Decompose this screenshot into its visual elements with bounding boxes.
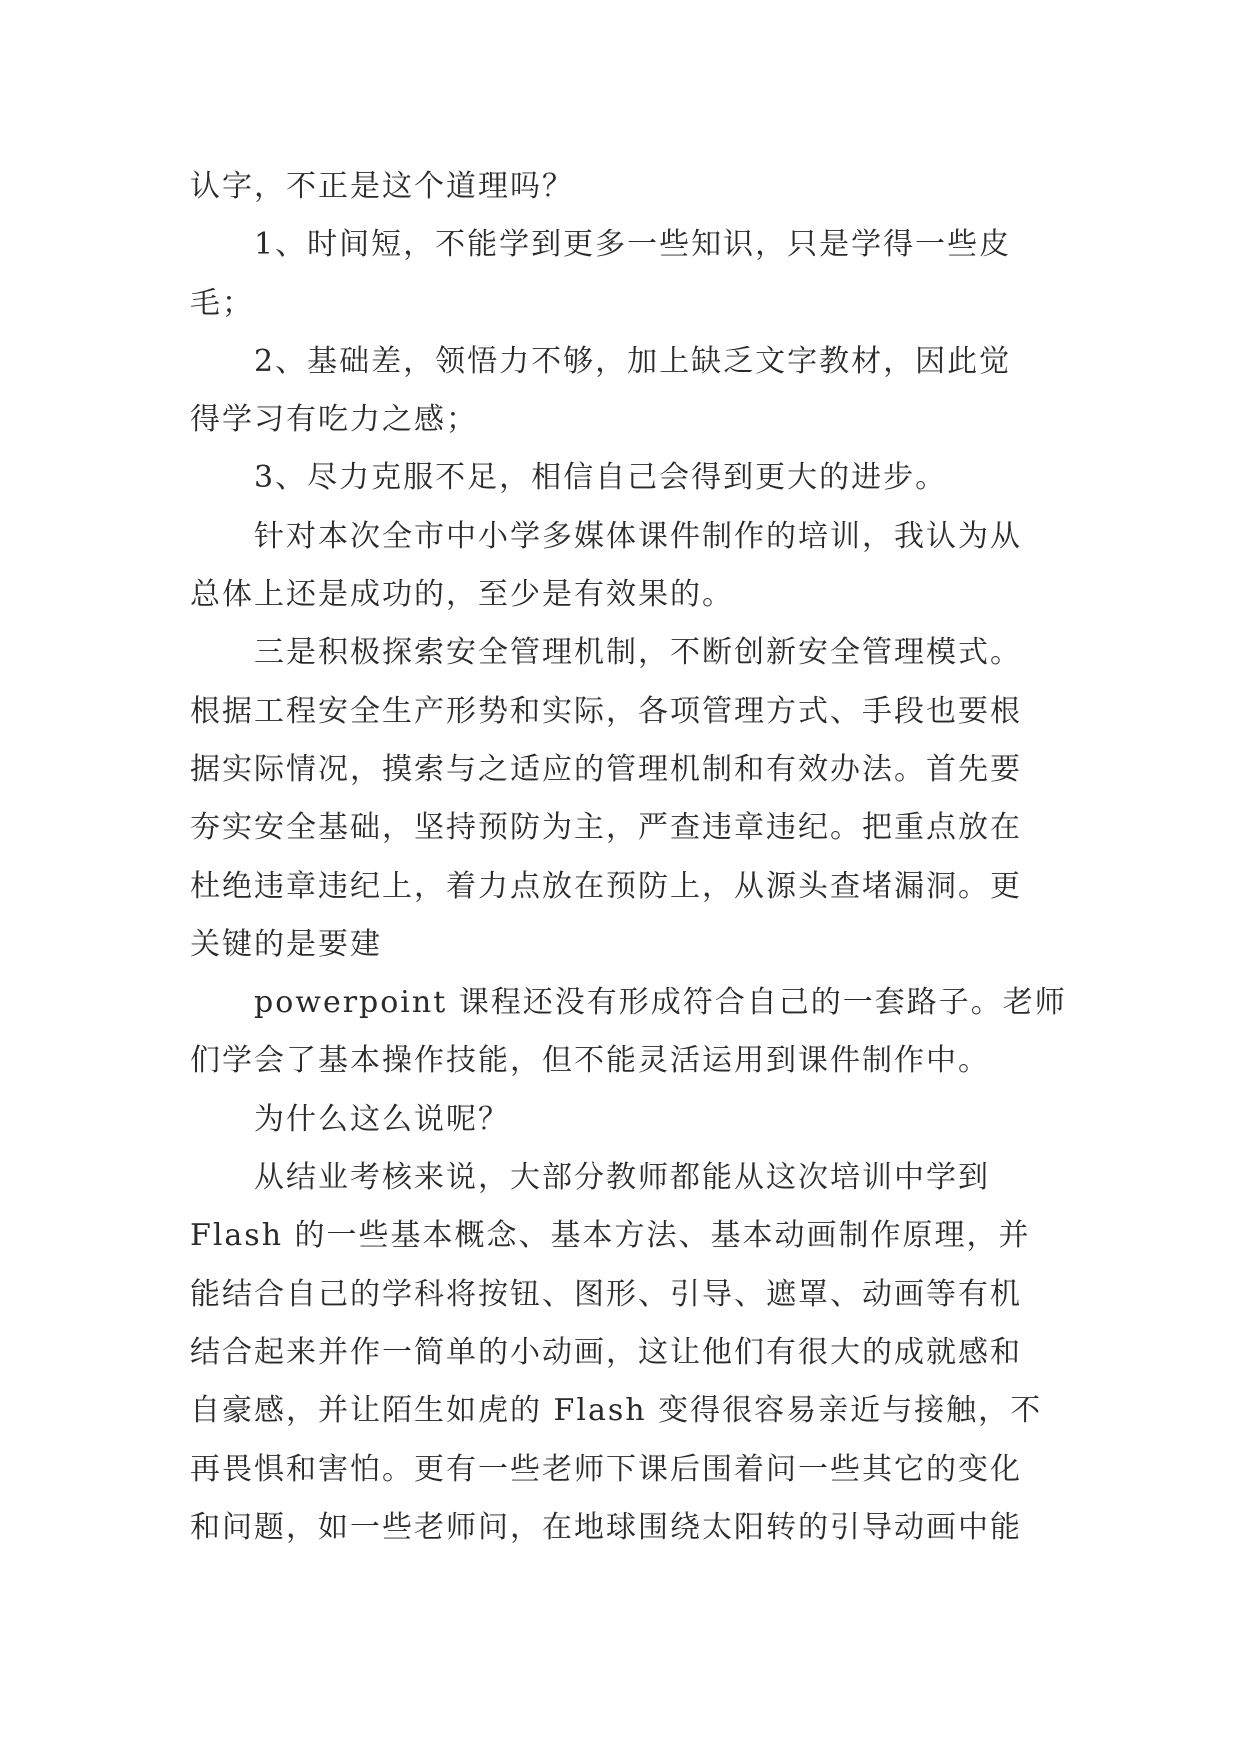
text-line: 针对本次全市中小学多媒体课件制作的培训，我认为从 [254,518,1022,554]
text-line: 从结业考核来说，大部分教师都能从这次培训中学到 [254,1160,990,1196]
text-line: 总体上还是成功的，至少是有效果的。 [190,577,734,613]
text-line: 3、尽力克服不足，相信自己会得到更大的进步。 [254,460,948,496]
text-line: 2、基础差，领悟力不够，加上缺乏文字教材，因此觉 [254,343,1012,379]
text-line: Flash 的一些基本概念、基本方法、基本动画制作原理，并 [190,1218,1031,1254]
text-line: 和问题，如一些老师问，在地球围绕太阳转的引导动画中能 [190,1509,1022,1545]
text-line: 关键的是要建 [190,926,382,962]
text-line: 结合起来并作一简单的小动画，这让他们有很大的成就感和 [190,1334,1022,1370]
text-line: 三是积极探索安全管理机制，不断创新安全管理模式。 [254,635,1022,671]
document-body [190,158,1067,1557]
text-line: 据实际情况，摸索与之适应的管理机制和有效办法。首先要 [190,751,1022,787]
text-line: 为什么这么说呢？ [254,1101,510,1137]
text-line: 毛； [190,285,254,321]
text-line: 1、时间短，不能学到更多一些知识，只是学得一些皮 [254,227,1012,263]
text-line: 再畏惧和害怕。更有一些老师下课后围着问一些其它的变化 [190,1451,1022,1487]
text-line: 得学习有吃力之感； [190,402,478,438]
text-line: 夯实安全基础，坚持预防为主，严查违章违纪。把重点放在 [190,810,1022,846]
text-line: 认字，不正是这个道理吗？ [190,169,574,204]
text-line: powerpoint 课程还没有形成符合自己的一套路子。老师 [254,985,1067,1021]
text-line: 杜绝违章违纪上，着力点放在预防上，从源头查堵漏洞。更 [190,868,1022,904]
text-line: 们学会了基本操作技能，但不能灵活运用到课件制作中。 [190,1043,990,1079]
text-line: 自豪感，并让陌生如虎的 Flash 变得很容易亲近与接触，不 [190,1393,1043,1429]
text-line: 能结合自己的学科将按钮、图形、引导、遮罩、动画等有机 [190,1276,1022,1312]
text-line: 根据工程安全生产形势和实际，各项管理方式、手段也要根 [190,693,1022,729]
